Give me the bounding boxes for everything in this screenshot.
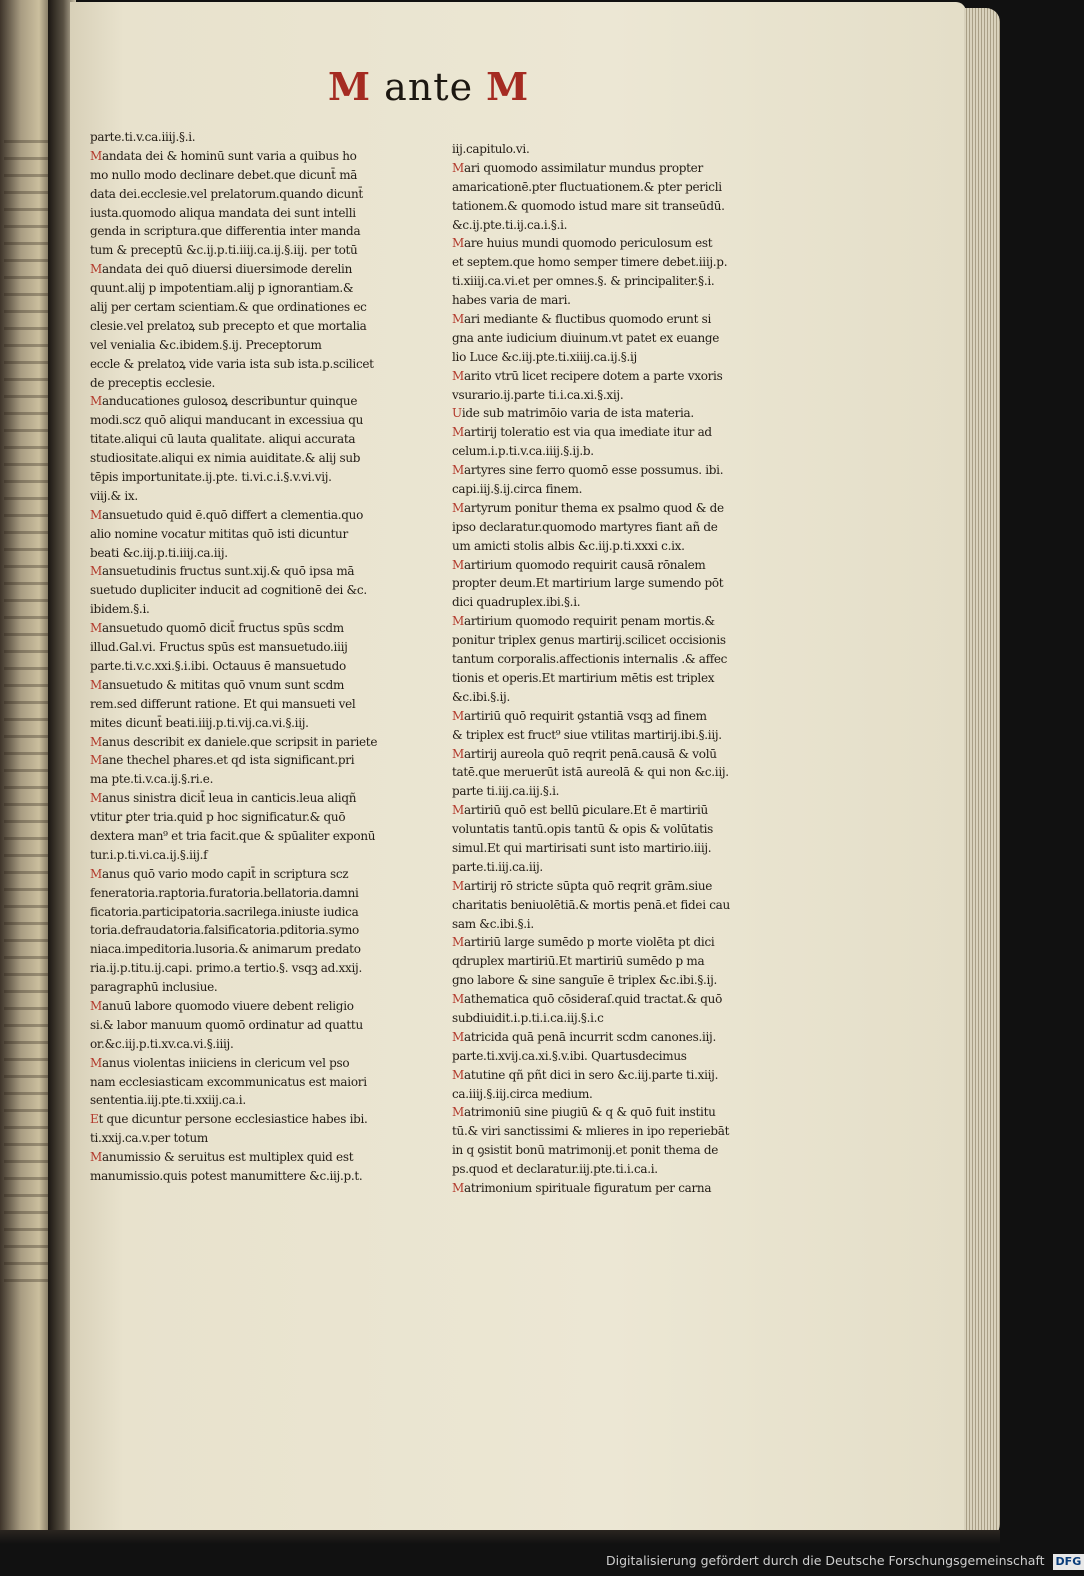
text-line: celum.i.p.ti.v.ca.iiij.§.ij.b. [452,444,594,459]
text-line: alio nomine vocatur mititas quō isti dicuntur [90,526,348,541]
text-line: Martirij toleratio est via qua imediate itur ad [452,425,712,440]
text-line: ria.ij.p.titu.ij.capi. primo.a tertio.§. vsqꝫ ad.xxij. [90,961,362,976]
text-line: illud.Gal.vi. Fructus spūs est mansuetudo.iiij [90,640,348,655]
text-line: ti.xxij.ca.v.per totum [90,1131,208,1146]
text-line: niaca.impeditoria.lusoria.& animarum predato [90,942,361,957]
text-line: toria.defraudatoria.falsificatoria.pditoria.symo [90,923,359,938]
text-line: tum & preceptū &c.ij.p.ti.iiij.ca.ij.§.iij. per totū [90,243,358,258]
text-line: Mari mediante & fluctibus quomodo erunt si [452,312,712,327]
text-line: titate.aliqui cū lauta qualitate. aliqui accurata [90,432,356,447]
text-line: tur.i.p.ti.vi.ca.ij.§.iij.f [90,847,208,862]
text-line: & triplex est fruct⁹ siue vtilitas martirij.ibi.§.iij. [452,727,722,742]
text-line: Manus describit ex daniele.que scripsit in pariete [90,734,378,749]
text-line: iij.capitulo.vi. [452,142,530,156]
text-line: Marito vtrū licet recipere dotem a parte vxoris [452,368,723,383]
running-header [328,62,548,112]
text-line: ca.iiij.§.iij.circa medium. [452,1086,593,1101]
text-line: de preceptis ecclesie. [90,375,216,390]
text-line: ps.quod et declaratur.iij.pte.ti.i.ca.i. [452,1162,658,1177]
header-text: ante [384,65,474,109]
text-line: charitatis beniuolētiā.& mortis penā.et fidei cau [452,897,730,912]
text-line: feneratoria.raptoria.furatoria.bellatoria.damni [90,885,359,900]
text-line: parte.ti.iij.ca.iij. [452,859,543,874]
text-line: et septem.que homo semper timere debet.iiij.p. [452,255,728,270]
right-column [452,140,774,1198]
text-line: simul.Et qui martirisati sunt isto martirio.iiij. [452,840,712,855]
text-line: alij per certam scientiam.& que ordinationes ec [90,300,367,315]
text-line: tantum corporalis.affectionis internalis .& affec [452,652,728,667]
text-line: Mane thechel phares.et qd ista significant.pri [90,753,355,768]
text-line: tationem.& quomodo istud mare sit transeūdū. [452,198,725,213]
text-line: gno labore & sine sanguīe ē triplex &c.ibi.§.ij. [452,973,718,988]
text-line: Martirij aureola quō reqrit penā.causā & volū [452,746,717,761]
text-line: amaricationē.pter fluctuationem.& pter pericli [452,179,722,194]
text-line: Matutine qñ pñt dici in sero &c.iij.parte ti.xiij. [452,1067,719,1082]
dfg-logo: DFG [1053,1554,1084,1570]
text-line: ti.xiiij.ca.vi.et per omnes.§. & principaliter.§.i. [452,274,715,289]
text-line: Mandata dei quō diuersi diuersimode derelin [90,262,353,277]
text-line: Martyrum ponitur thema ex psalmo quod & de [452,500,724,515]
text-line: tatē.que meruerūt istā aureolā & qui non &c.iij. [452,765,729,780]
text-line: lio Luce &c.iij.pte.ti.xiiij.ca.ij.§.ij [452,349,637,364]
text-line: ficatoria.participatoria.sacrilega.iniuste iudica [90,904,359,919]
text-line: tēpis importunitate.ij.pte. ti.vi.c.i.§.v.vi.vij. [90,470,332,485]
text-line: Martyres sine ferro quomō esse possumus. ibi. [452,463,724,478]
text-line: mo nullo modo declinare debet.que dicunt̄ mā [90,167,358,182]
text-line: vtitur ꝑter tria.quid p hoc significatur.& quō [90,810,346,825]
text-line: or.&c.iij.p.ti.xv.ca.vi.§.iiij. [90,1036,234,1051]
header-initial: M [328,64,372,109]
text-line: Manus quō vario modo capit̄ in scriptura scz [90,866,349,881]
text-line: Mari quomodo assimilatur mundus propter [452,160,703,175]
text-line: parte.ti.v.c.xxi.§.i.ibi. Octauus ē mansuetudo [90,658,346,673]
text-line: nam ecclesiasticam excommunicatus est maiori [90,1074,367,1089]
text-line: sam &c.ibi.§.i. [452,916,534,931]
text-line: ma pte.ti.v.ca.ij.§.ri.e. [90,772,214,787]
text-line: Matrimonium spirituale figuratum per carna [452,1180,712,1195]
text-line: dici quadruplex.ibi.§.i. [452,595,581,610]
text-line: ponitur triplex genus martirij.scilicet occisionis [452,633,726,648]
text-line: mites dicunt̄ beati.iiij.p.ti.vij.ca.vi.§.iij. [90,715,309,730]
text-line: um amicti stolis albis &c.iij.p.ti.xxxi c.ix. [452,538,685,553]
text-line: habes varia de mari. [452,293,571,308]
text-line: ipso declaratur.quomodo martyres fiant añ de [452,519,718,534]
text-line: Mathematica quō cōsideraſ.quid tractat.& quō [452,992,723,1007]
text-line: Martirij rō stricte sūpta quō reqrit grām.siue [452,878,713,893]
text-line: Manuū labore quomodo viuere debent religio [90,998,354,1013]
page-fore-edge [964,8,1000,1538]
text-line: rem.sed differunt ratione. Et qui mansueti vel [90,696,356,711]
text-line: manumissio.quis potest manumittere &c.iij.p.t. [90,1168,363,1183]
text-line: studiositate.aliqui ex nimia auiditate.& alij sub [90,451,361,466]
text-line: Mansuetudo quid ē.quō differt a clementia.quo [90,507,364,522]
text-line: Et que dicuntur persone ecclesiastice habes ibi. [90,1112,368,1127]
text-line: viij.& ix. [90,488,138,503]
text-line: parte.ti.v.ca.iiij.§.i. [90,130,196,144]
text-line: vsurario.ij.parte ti.i.ca.xi.§.xij. [452,387,624,402]
facing-page-edge [0,0,52,1540]
text-line: quunt.alij p impotentiam.alij p ignorantiam.& [90,281,354,296]
header-final: M [486,64,530,109]
text-line: suetudo dupliciter inducit ad cognitionē dei &c. [90,583,367,598]
text-line: tionis et operis.Et martirium mētis est triplex [452,670,715,685]
text-line: beati &c.iij.p.ti.iiij.ca.iij. [90,545,228,560]
text-line: gna ante iudicium diuinum.vt patet ex euange [452,330,720,345]
text-line: Manumissio & seruitus est multiplex quid est [90,1150,354,1165]
text-line: clesie.vel prelatoꝝ sub precepto et que mortalia [90,318,367,333]
text-line: propter deum.Et martirium large sumendo pōt [452,576,724,591]
text-line: Martiriū large sumēdo p morte violēta pt dici [452,935,715,950]
footer-credit-text: Digitalisierung gefördert durch die Deutsche Forschungsgemeinschaft [606,1553,1045,1568]
text-line: Manus violentas iniiciens in clericum vel pso [90,1055,350,1070]
text-line: modi.scz quō aliqui manducant in excessiua qu [90,413,364,428]
text-line: Uide sub matrimōio varia de ista materia. [452,406,694,421]
text-line: dextera man⁹ et tria facit.que & spūaliter exponū [90,828,376,843]
text-line: parte ti.iij.ca.iij.§.i. [452,784,560,799]
text-line: iusta.quomodo aliqua mandata dei sunt intelli [90,205,356,220]
text-line: Martirium quomodo requirit penam mortis.& [452,614,715,629]
text-line: Mansuetudo quomō dicit̄ fructus spūs scdm [90,621,344,636]
text-line: voluntatis tantū.opis tantū & opis & volūtatis [452,822,714,837]
text-line: subdiuidit.i.p.ti.i.ca.iij.§.i.c [452,1010,604,1025]
text-line: capi.iij.§.ij.circa finem. [452,482,583,497]
text-line: eccle & prelatoꝝ vide varia ista sub ista.p.scilicet [90,356,374,371]
text-line: Mansuetudo & mititas quō vnum sunt scdm [90,677,345,692]
text-line: Manus sinistra dicit̄ leua in canticis.leua aliqñ [90,791,357,806]
text-line: &c.ibi.§.ij. [452,689,510,704]
text-line: Martiriū quō requirit ꝯstantiā vsqꝫ ad finem [452,708,707,723]
text-line: vel venialia &c.ibidem.§.ij. Preceptorum [90,337,322,352]
text-line: Mansuetudinis fructus sunt.xij.& quō ipsa mā [90,564,355,579]
text-line: Matricida quā penā incurrit scdm canones.iij. [452,1029,716,1044]
text-line: data dei.ecclesie.vel prelatorum.quando dicunt̄ [90,186,363,201]
text-line: ibidem.§.i. [90,602,150,617]
text-line: &c.ij.pte.ti.ij.ca.i.§.i. [452,217,568,232]
footer-credit [606,1550,1082,1572]
text-line: Martiriū quō est bellū ꝑiculare.Et ē martiriū [452,803,708,818]
left-column [90,128,412,1186]
text-line: Matrimoniū sine piugiū & q & quō fuit institu [452,1105,716,1120]
text-line: genda in scriptura.que differentia inter manda [90,224,361,239]
text-line: si.& labor manuum quomō ordinatur ad quattu [90,1017,363,1032]
text-line: qdruplex martiriū.Et martiriū sumēdo p ma [452,954,705,969]
bottom-shadow [0,1530,1000,1544]
facing-page-text-bleed [4,140,48,1290]
text-line: sententia.iij.pte.ti.xxiij.ca.i. [90,1093,246,1108]
text-line: tū.& viri sanctissimi & mlieres in ipo reperiebāt [452,1124,730,1139]
text-line: Manducationes gulosoꝝ describuntur quinque [90,394,358,409]
text-line: Mandata dei & hominū sunt varia a quibus ho [90,148,357,163]
text-line: Mare huius mundi quomodo periculosum est [452,236,713,251]
text-line: in q ꝯsistit bonū matrimonij.et ponit thema de [452,1143,719,1158]
text-line: parte.ti.xvij.ca.xi.§.v.ibi. Quartusdecimus [452,1048,687,1063]
text-line: Martirium quomodo requirit causā rōnalem [452,557,706,572]
text-line: paragraphū inclusiue. [90,980,218,995]
